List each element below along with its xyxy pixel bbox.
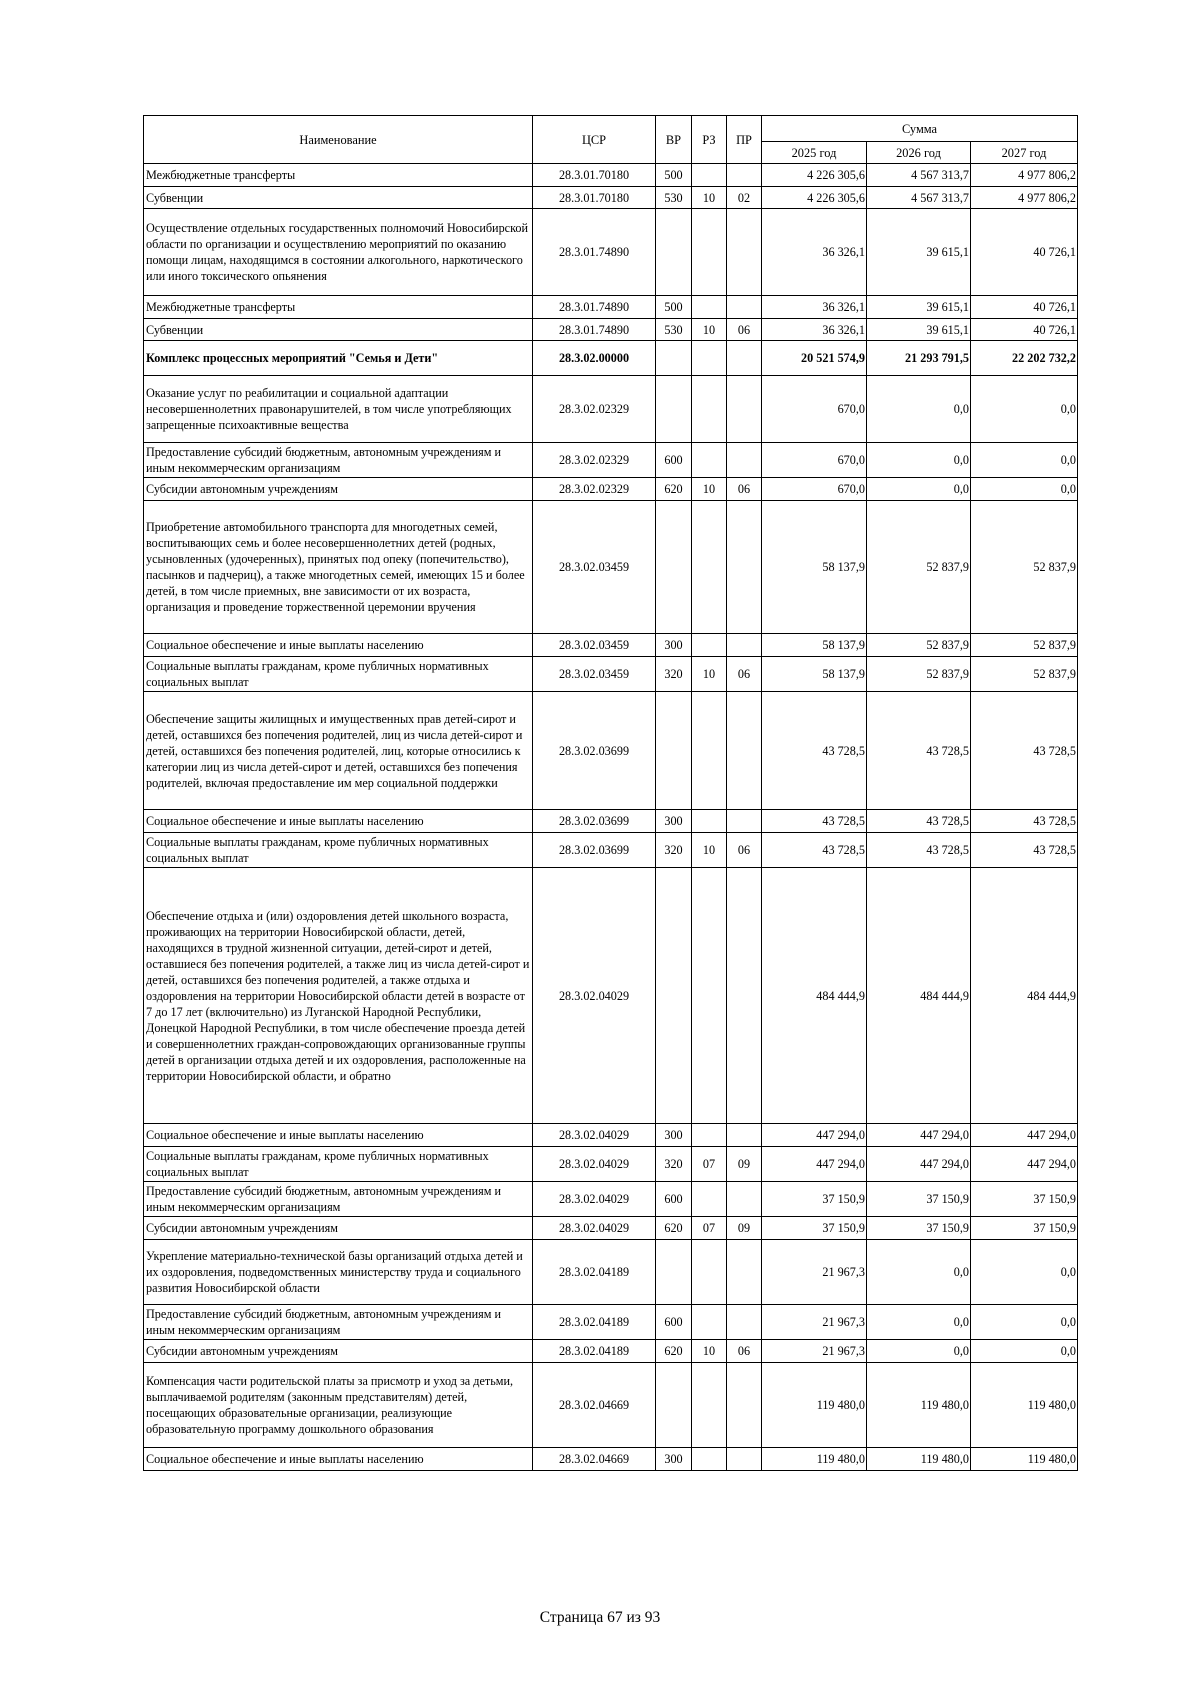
row-amount-2027: 119 480,0 (971, 1363, 1078, 1448)
row-vr: 530 (656, 319, 692, 341)
row-csr: 28.3.02.04669 (533, 1448, 656, 1471)
row-rz (692, 810, 727, 833)
row-name: Межбюджетные трансферты (144, 164, 533, 187)
row-csr: 28.3.02.03699 (533, 692, 656, 810)
table-row (144, 1363, 1078, 1448)
row-csr: 28.3.02.03459 (533, 634, 656, 657)
row-amount-2026: 43 728,5 (867, 810, 971, 833)
row-name: Социальные выплаты гражданам, кроме публичных нормативных социальных выплат (144, 833, 533, 868)
row-rz: 10 (692, 187, 727, 209)
header-2025: 2025 год (762, 142, 867, 164)
row-amount-2025: 21 967,3 (762, 1305, 867, 1340)
row-rz: 07 (692, 1147, 727, 1182)
row-vr: 320 (656, 833, 692, 868)
row-name: Субсидии автономным учреждениям (144, 478, 533, 501)
row-amount-2025: 119 480,0 (762, 1448, 867, 1471)
row-pr (727, 810, 762, 833)
row-csr: 28.3.02.03459 (533, 657, 656, 692)
row-amount-2027: 0,0 (971, 1340, 1078, 1363)
row-vr: 300 (656, 1124, 692, 1147)
row-amount-2027: 0,0 (971, 1305, 1078, 1340)
row-amount-2026: 37 150,9 (867, 1217, 971, 1240)
row-amount-2026: 21 293 791,5 (867, 341, 971, 376)
row-rz: 07 (692, 1217, 727, 1240)
row-csr: 28.3.02.04189 (533, 1305, 656, 1340)
row-vr: 600 (656, 443, 692, 478)
row-amount-2027: 22 202 732,2 (971, 341, 1078, 376)
row-rz (692, 341, 727, 376)
row-amount-2025: 447 294,0 (762, 1124, 867, 1147)
row-csr: 28.3.02.03699 (533, 833, 656, 868)
row-amount-2027: 52 837,9 (971, 657, 1078, 692)
row-amount-2025: 58 137,9 (762, 634, 867, 657)
row-vr: 500 (656, 296, 692, 319)
row-pr (727, 164, 762, 187)
row-name: Комплекс процессных мероприятий "Семья и Дети" (144, 341, 533, 376)
row-amount-2025: 4 226 305,6 (762, 187, 867, 209)
row-amount-2027: 447 294,0 (971, 1147, 1078, 1182)
row-name: Субвенции (144, 187, 533, 209)
row-vr (656, 501, 692, 634)
table-row (144, 1217, 1078, 1240)
row-vr (656, 341, 692, 376)
row-vr: 500 (656, 164, 692, 187)
row-name: Обеспечение защиты жилищных и имущественных прав детей-сирот и детей, оставшихся без попечения родителей, лиц из числа детей-сирот и детей, оставшихся без попечения родителей, лиц, которые относились к категории лиц из числа детей-сирот и детей, оставшихся без попечения родителей, включая предоставление им мер социальной поддержки (144, 692, 533, 810)
row-amount-2026: 484 444,9 (867, 868, 971, 1124)
row-amount-2027: 40 726,1 (971, 319, 1078, 341)
row-amount-2027: 52 837,9 (971, 634, 1078, 657)
row-amount-2026: 4 567 313,7 (867, 164, 971, 187)
row-amount-2026: 0,0 (867, 443, 971, 478)
header-2027: 2027 год (971, 142, 1078, 164)
row-amount-2026: 37 150,9 (867, 1182, 971, 1217)
row-amount-2027: 0,0 (971, 478, 1078, 501)
table-row (144, 1182, 1078, 1217)
row-amount-2027: 43 728,5 (971, 833, 1078, 868)
row-rz: 10 (692, 657, 727, 692)
table-row (144, 810, 1078, 833)
row-rz (692, 1448, 727, 1471)
row-name: Предоставление субсидий бюджетным, автономным учреждениям и иным некоммерческим организациям (144, 443, 533, 478)
table-row (144, 634, 1078, 657)
page-number: Страница 67 из 93 (539, 1609, 661, 1626)
row-amount-2026: 52 837,9 (867, 657, 971, 692)
row-name: Субвенции (144, 319, 533, 341)
row-amount-2026: 0,0 (867, 376, 971, 443)
row-rz (692, 868, 727, 1124)
row-csr: 28.3.01.74890 (533, 319, 656, 341)
row-amount-2025: 670,0 (762, 376, 867, 443)
row-amount-2027: 43 728,5 (971, 810, 1078, 833)
row-amount-2027: 37 150,9 (971, 1217, 1078, 1240)
row-vr (656, 209, 692, 296)
row-csr: 28.3.02.04029 (533, 1147, 656, 1182)
row-csr: 28.3.01.70180 (533, 187, 656, 209)
row-amount-2025: 43 728,5 (762, 833, 867, 868)
row-csr: 28.3.02.00000 (533, 341, 656, 376)
row-name: Обеспечение отдыха и (или) оздоровления детей школьного возраста, проживающих на территории Новосибирской области, детей, находящихся в трудной жизненной ситуации, детей-сирот и детей, оставшиеся без попечения родителей, а также лиц из числа детей-сирот и детей, оставшихся без попечения родителей, а также отдыха и оздоровления на территории Новосибирской области детей в возрасте от 7 до 17 лет (включительно) из Луганской Народной Республики, Донецкой Народной Республики, в том числе обеспечение проезда детей и совершеннолетних граждан-сопровождающих организованные группы детей в организации отдыха детей и их оздоровления, расположенные на территории Новосибирской области, и обратно (144, 868, 533, 1124)
row-vr: 620 (656, 1217, 692, 1240)
row-amount-2027: 52 837,9 (971, 501, 1078, 634)
row-csr: 28.3.02.04669 (533, 1363, 656, 1448)
row-rz (692, 501, 727, 634)
table-row (144, 868, 1078, 1124)
row-vr: 530 (656, 187, 692, 209)
row-vr (656, 1240, 692, 1305)
row-csr: 28.3.01.74890 (533, 209, 656, 296)
row-rz: 10 (692, 319, 727, 341)
row-pr: 06 (727, 1340, 762, 1363)
row-name: Субсидии автономным учреждениям (144, 1340, 533, 1363)
row-csr: 28.3.02.04189 (533, 1240, 656, 1305)
row-amount-2025: 43 728,5 (762, 810, 867, 833)
row-amount-2025: 21 967,3 (762, 1340, 867, 1363)
row-csr: 28.3.02.02329 (533, 443, 656, 478)
table-row (144, 1305, 1078, 1340)
row-rz (692, 164, 727, 187)
row-vr: 300 (656, 810, 692, 833)
row-amount-2027: 119 480,0 (971, 1448, 1078, 1471)
row-name: Социальное обеспечение и иные выплаты населению (144, 634, 533, 657)
row-pr: 06 (727, 833, 762, 868)
row-amount-2025: 58 137,9 (762, 501, 867, 634)
table-row (144, 341, 1078, 376)
row-pr: 06 (727, 478, 762, 501)
row-name: Социальное обеспечение и иные выплаты населению (144, 1448, 533, 1471)
row-pr: 09 (727, 1147, 762, 1182)
row-amount-2025: 670,0 (762, 478, 867, 501)
row-amount-2026: 43 728,5 (867, 692, 971, 810)
row-vr (656, 376, 692, 443)
table-row (144, 1147, 1078, 1182)
row-csr: 28.3.01.74890 (533, 296, 656, 319)
table-row (144, 1124, 1078, 1147)
row-rz (692, 296, 727, 319)
row-csr: 28.3.01.70180 (533, 164, 656, 187)
row-amount-2026: 0,0 (867, 478, 971, 501)
row-amount-2025: 37 150,9 (762, 1182, 867, 1217)
row-amount-2026: 0,0 (867, 1340, 971, 1363)
table-row (144, 164, 1078, 187)
row-amount-2026: 4 567 313,7 (867, 187, 971, 209)
table-row (144, 833, 1078, 868)
row-amount-2027: 40 726,1 (971, 296, 1078, 319)
row-vr: 300 (656, 1448, 692, 1471)
row-name: Субсидии автономным учреждениям (144, 1217, 533, 1240)
row-pr: 02 (727, 187, 762, 209)
table-header (144, 116, 1078, 164)
row-name: Укрепление материально-технической базы организаций отдыха детей и их оздоровления, подведомственных министерству труда и социального развития Новосибирской области (144, 1240, 533, 1305)
row-amount-2027: 0,0 (971, 376, 1078, 443)
row-amount-2025: 670,0 (762, 443, 867, 478)
row-rz: 10 (692, 833, 727, 868)
budget-table (143, 115, 1078, 1471)
row-amount-2027: 0,0 (971, 443, 1078, 478)
row-pr (727, 692, 762, 810)
row-amount-2025: 447 294,0 (762, 1147, 867, 1182)
row-pr: 06 (727, 319, 762, 341)
table-row (144, 187, 1078, 209)
row-amount-2025: 37 150,9 (762, 1217, 867, 1240)
row-csr: 28.3.02.02329 (533, 376, 656, 443)
row-rz (692, 1124, 727, 1147)
header-rz: РЗ (692, 116, 727, 164)
row-amount-2025: 36 326,1 (762, 209, 867, 296)
row-rz (692, 443, 727, 478)
row-rz (692, 376, 727, 443)
row-rz (692, 1240, 727, 1305)
row-amount-2027: 40 726,1 (971, 209, 1078, 296)
header-pr: ПР (727, 116, 762, 164)
row-vr: 620 (656, 478, 692, 501)
table-row (144, 692, 1078, 810)
table-body (144, 164, 1078, 1471)
row-csr: 28.3.02.04189 (533, 1340, 656, 1363)
row-vr (656, 868, 692, 1124)
table-row (144, 1240, 1078, 1305)
row-pr (727, 443, 762, 478)
row-amount-2027: 0,0 (971, 1240, 1078, 1305)
row-amount-2026: 52 837,9 (867, 501, 971, 634)
row-pr: 09 (727, 1217, 762, 1240)
row-amount-2026: 43 728,5 (867, 833, 971, 868)
row-csr: 28.3.02.03459 (533, 501, 656, 634)
row-pr (727, 1124, 762, 1147)
row-name: Межбюджетные трансферты (144, 296, 533, 319)
row-pr (727, 1363, 762, 1448)
row-name: Социальные выплаты гражданам, кроме публичных нормативных социальных выплат (144, 657, 533, 692)
row-amount-2027: 4 977 806,2 (971, 164, 1078, 187)
row-rz (692, 1305, 727, 1340)
row-csr: 28.3.02.04029 (533, 1124, 656, 1147)
table-row (144, 1340, 1078, 1363)
row-amount-2026: 447 294,0 (867, 1124, 971, 1147)
row-csr: 28.3.02.03699 (533, 810, 656, 833)
row-name: Социальное обеспечение и иные выплаты населению (144, 810, 533, 833)
row-name: Предоставление субсидий бюджетным, автономным учреждениям и иным некоммерческим организациям (144, 1182, 533, 1217)
budget-sheet (143, 115, 1077, 1471)
row-amount-2025: 58 137,9 (762, 657, 867, 692)
row-pr (727, 1240, 762, 1305)
row-pr (727, 376, 762, 443)
row-amount-2026: 0,0 (867, 1305, 971, 1340)
table-row (144, 376, 1078, 443)
header-2026: 2026 год (867, 142, 971, 164)
row-name: Социальные выплаты гражданам, кроме публичных нормативных социальных выплат (144, 1147, 533, 1182)
row-amount-2025: 484 444,9 (762, 868, 867, 1124)
row-amount-2026: 39 615,1 (867, 319, 971, 341)
row-name: Приобретение автомобильного транспорта для многодетных семей, воспитывающих семь и более несовершеннолетних детей (родных, усыновленных (удочеренных), принятых под опеку (попечительство), пасынков и падчериц), а также многодетных семей, имеющих 15 и более детей, в том числе приемных, вне зависимости от их возраста, организация и проведение торжественной церемонии вручения (144, 501, 533, 634)
table-row (144, 1448, 1078, 1471)
row-vr: 620 (656, 1340, 692, 1363)
row-csr: 28.3.02.04029 (533, 868, 656, 1124)
row-vr: 600 (656, 1305, 692, 1340)
header-name: Наименование (144, 116, 533, 164)
row-csr: 28.3.02.02329 (533, 478, 656, 501)
row-amount-2025: 21 967,3 (762, 1240, 867, 1305)
row-amount-2027: 37 150,9 (971, 1182, 1078, 1217)
row-pr: 06 (727, 657, 762, 692)
row-vr (656, 1363, 692, 1448)
row-pr (727, 1448, 762, 1471)
row-pr (727, 296, 762, 319)
table-row (144, 296, 1078, 319)
row-amount-2026: 119 480,0 (867, 1448, 971, 1471)
row-rz: 10 (692, 1340, 727, 1363)
row-amount-2026: 39 615,1 (867, 209, 971, 296)
row-rz (692, 634, 727, 657)
table-row (144, 443, 1078, 478)
row-rz (692, 209, 727, 296)
table-row (144, 478, 1078, 501)
table-row (144, 501, 1078, 634)
row-amount-2025: 36 326,1 (762, 319, 867, 341)
row-rz (692, 1363, 727, 1448)
table-row (144, 657, 1078, 692)
row-amount-2025: 4 226 305,6 (762, 164, 867, 187)
row-vr: 600 (656, 1182, 692, 1217)
table-row (144, 209, 1078, 296)
header-sum: Сумма (762, 116, 1078, 142)
row-amount-2025: 36 326,1 (762, 296, 867, 319)
row-name: Компенсация части родительской платы за присмотр и уход за детьми, выплачиваемой родителям (законным представителям) детей, посещающих образовательные организации, реализующие образовательную программу дошкольного образования (144, 1363, 533, 1448)
row-pr (727, 501, 762, 634)
row-pr (727, 1182, 762, 1217)
header-vr: ВР (656, 116, 692, 164)
row-csr: 28.3.02.04029 (533, 1217, 656, 1240)
row-rz (692, 1182, 727, 1217)
row-amount-2027: 43 728,5 (971, 692, 1078, 810)
row-vr: 320 (656, 1147, 692, 1182)
row-vr: 320 (656, 657, 692, 692)
row-name: Социальное обеспечение и иные выплаты населению (144, 1124, 533, 1147)
row-rz (692, 692, 727, 810)
row-amount-2026: 0,0 (867, 1240, 971, 1305)
row-vr: 300 (656, 634, 692, 657)
row-vr (656, 692, 692, 810)
row-name: Оказание услуг по реабилитации и социальной адаптации несовершеннолетних правонарушителей, в том числе употребляющих запрещенные психоактивные вещества (144, 376, 533, 443)
row-amount-2025: 43 728,5 (762, 692, 867, 810)
row-amount-2026: 52 837,9 (867, 634, 971, 657)
row-amount-2026: 447 294,0 (867, 1147, 971, 1182)
row-csr: 28.3.02.04029 (533, 1182, 656, 1217)
row-amount-2026: 39 615,1 (867, 296, 971, 319)
row-pr (727, 209, 762, 296)
row-name: Осуществление отдельных государственных полномочий Новосибирской области по организации и осуществлению мероприятий по оказанию помощи лицам, находящимся в состоянии алкогольного, наркотического или иного токсического опьянения (144, 209, 533, 296)
row-amount-2025: 119 480,0 (762, 1363, 867, 1448)
row-amount-2027: 4 977 806,2 (971, 187, 1078, 209)
row-name: Предоставление субсидий бюджетным, автономным учреждениям и иным некоммерческим организациям (144, 1305, 533, 1340)
row-pr (727, 1305, 762, 1340)
row-pr (727, 634, 762, 657)
row-pr (727, 868, 762, 1124)
header-csr: ЦСР (533, 116, 656, 164)
table-row (144, 319, 1078, 341)
row-pr (727, 341, 762, 376)
row-amount-2025: 20 521 574,9 (762, 341, 867, 376)
row-amount-2027: 447 294,0 (971, 1124, 1078, 1147)
row-amount-2026: 119 480,0 (867, 1363, 971, 1448)
row-rz: 10 (692, 478, 727, 501)
row-amount-2027: 484 444,9 (971, 868, 1078, 1124)
